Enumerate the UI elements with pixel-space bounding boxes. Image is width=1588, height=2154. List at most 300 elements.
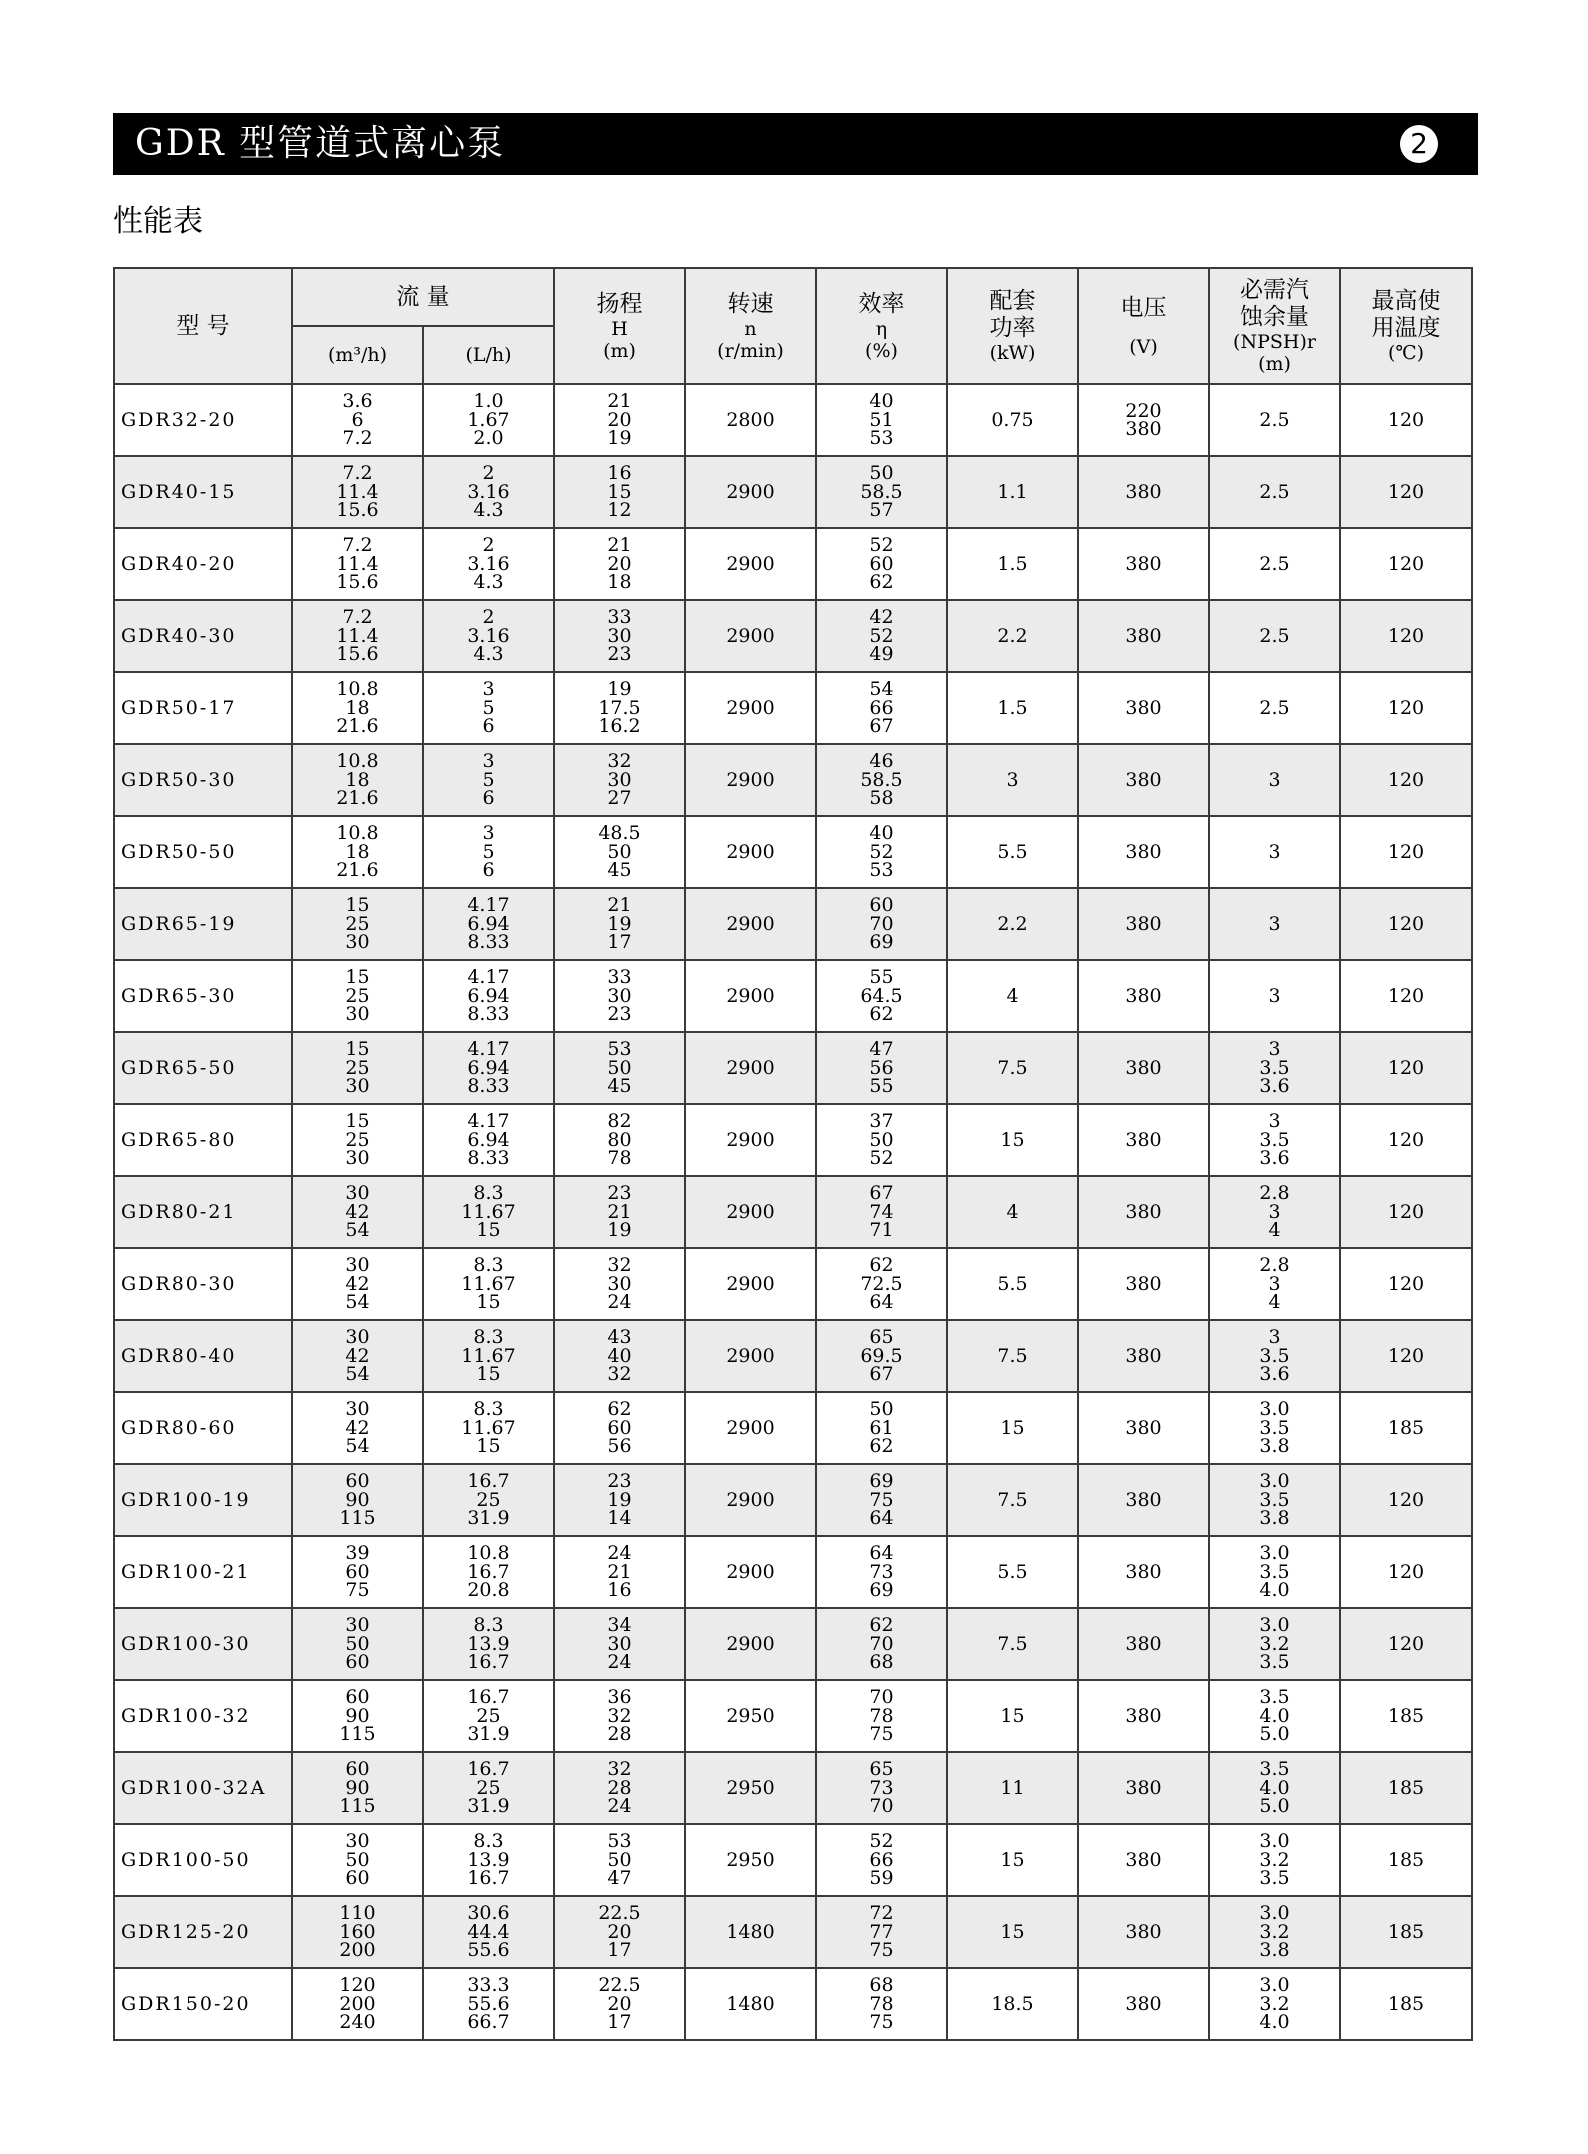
cell-value: 2 [482, 534, 495, 557]
cell-value: 2 [482, 462, 495, 485]
cell-model: GDR50-17 [114, 672, 292, 744]
cell-model: GDR65-80 [114, 1104, 292, 1176]
cell-npsh [1209, 600, 1340, 672]
cell-value: 71 [869, 1219, 894, 1242]
cell-power: 2.2 [947, 888, 1078, 960]
cell-value: 62 [869, 1254, 894, 1277]
cell-value: 15 [345, 1038, 370, 1061]
cell-value: 30 [607, 768, 632, 791]
cell-value: 24 [607, 1291, 632, 1314]
cell-value: 380 [1125, 1560, 1162, 1583]
cell-flow-lh [423, 1248, 554, 1320]
cell-value: 20.8 [467, 1579, 510, 1602]
cell-speed: 2900 [685, 960, 816, 1032]
cell-value: 3.8 [1259, 1939, 1290, 1962]
cell-value: 8.3 [473, 1830, 504, 1853]
cell-model: GDR150-20 [114, 1968, 292, 2040]
cell-power: 1.5 [947, 528, 1078, 600]
cell-flow-m3h [292, 1968, 423, 2040]
cell-value: 3.5 [1259, 1867, 1290, 1890]
cell-value: 15 [476, 1363, 501, 1386]
cell-voltage [1078, 1968, 1209, 2040]
col-efficiency-header: 效率 η (%) [816, 268, 947, 384]
col-voltage-header: 电压 (V) [1078, 268, 1209, 384]
cell-value: 21.6 [336, 715, 379, 738]
cell-value: 21.6 [336, 787, 379, 810]
cell-speed: 2800 [685, 384, 816, 456]
cell-value: 43 [607, 1326, 632, 1349]
cell-value: 3 [1268, 912, 1281, 935]
cell-value: 25 [345, 984, 370, 1007]
cell-value: 16.7 [467, 1470, 510, 1493]
cell-value: 62 [869, 1435, 894, 1458]
cell-head [554, 1896, 685, 1968]
cell-flow-m3h [292, 1176, 423, 1248]
cell-value: 3.2 [1259, 1632, 1290, 1655]
cell-value: 30.6 [467, 1902, 510, 1925]
cell-flow-lh [423, 888, 554, 960]
cell-value: 16.7 [467, 1867, 510, 1890]
cell-value: 72 [869, 1902, 894, 1925]
cell-npsh [1209, 528, 1340, 600]
cell-value: 6 [482, 715, 495, 738]
cell-value: 110 [339, 1902, 376, 1925]
cell-value: 23 [607, 1470, 632, 1493]
cell-value: 52 [869, 840, 894, 863]
cell-value: 380 [1125, 1344, 1162, 1367]
cell-value: 52 [869, 1830, 894, 1853]
cell-flow-m3h [292, 744, 423, 816]
cell-power: 15 [947, 1104, 1078, 1176]
cell-flow-lh [423, 1392, 554, 1464]
cell-flow-lh [423, 1536, 554, 1608]
cell-value: 380 [1125, 1776, 1162, 1799]
cell-value: 2.5 [1259, 552, 1290, 575]
cell-value: 53 [869, 859, 894, 882]
cell-head [554, 1248, 685, 1320]
cell-value: 4.0 [1259, 1579, 1290, 1602]
cell-efficiency [816, 1032, 947, 1104]
cell-efficiency [816, 1752, 947, 1824]
cell-head [554, 600, 685, 672]
cell-value: 15.6 [336, 643, 379, 666]
cell-head [554, 1824, 685, 1896]
cell-max-temperature: 120 [1340, 1248, 1472, 1320]
cell-power: 5.5 [947, 1536, 1078, 1608]
cell-value: 25 [476, 1776, 501, 1799]
cell-speed: 2900 [685, 888, 816, 960]
table-row [114, 816, 1472, 888]
cell-value: 30 [345, 1614, 370, 1637]
table-row [114, 1680, 1472, 1752]
cell-value: 3.2 [1259, 1920, 1290, 1943]
cell-npsh [1209, 1176, 1340, 1248]
cell-head [554, 528, 685, 600]
cell-flow-m3h [292, 1824, 423, 1896]
cell-npsh [1209, 1320, 1340, 1392]
cell-value: 69 [869, 1579, 894, 1602]
cell-max-temperature: 120 [1340, 672, 1472, 744]
table-body [114, 384, 1472, 2040]
col-npsh-header: 必需汽 蚀余量 (NPSH)r (m) [1209, 268, 1340, 384]
cell-model: GDR100-19 [114, 1464, 292, 1536]
cell-value: 4.0 [1259, 2011, 1290, 2034]
cell-value: 58.5 [860, 768, 903, 791]
cell-value: 90 [345, 1704, 370, 1727]
cell-power: 4 [947, 960, 1078, 1032]
cell-value: 24 [607, 1651, 632, 1674]
cell-value: 50 [869, 1128, 894, 1151]
cell-value: 30 [345, 931, 370, 954]
cell-value: 56 [607, 1435, 632, 1458]
cell-value: 60 [869, 894, 894, 917]
cell-value: 19 [607, 1219, 632, 1242]
cell-value: 66 [869, 1848, 894, 1871]
cell-value: 17 [607, 2011, 632, 2034]
cell-flow-lh [423, 1680, 554, 1752]
cell-value: 34 [607, 1614, 632, 1637]
cell-npsh [1209, 1968, 1340, 2040]
cell-value: 5.0 [1259, 1723, 1290, 1746]
cell-value: 20 [607, 1992, 632, 2015]
cell-speed: 2900 [685, 528, 816, 600]
cell-value: 3.5 [1259, 1488, 1290, 1511]
cell-model: GDR40-30 [114, 600, 292, 672]
cell-value: 19 [607, 678, 632, 701]
cell-value: 25 [476, 1704, 501, 1727]
cell-value: 17.5 [598, 696, 641, 719]
cell-value: 21.6 [336, 859, 379, 882]
cell-flow-lh [423, 1896, 554, 1968]
cell-head [554, 1032, 685, 1104]
cell-value: 70 [869, 1632, 894, 1655]
cell-value: 75 [869, 1723, 894, 1746]
cell-value: 75 [869, 1939, 894, 1962]
cell-value: 52 [869, 624, 894, 647]
cell-value: 2.5 [1259, 696, 1290, 719]
cell-max-temperature: 120 [1340, 1176, 1472, 1248]
cell-value: 30 [607, 1272, 632, 1295]
cell-value: 20 [607, 1920, 632, 1943]
cell-flow-lh [423, 456, 554, 528]
section-heading: 性能表 [113, 204, 203, 239]
cell-power: 7.5 [947, 1032, 1078, 1104]
cell-value: 380 [1125, 1992, 1162, 2015]
cell-power: 11 [947, 1752, 1078, 1824]
cell-voltage [1078, 1464, 1209, 1536]
cell-power: 7.5 [947, 1608, 1078, 1680]
cell-value: 16 [607, 462, 632, 485]
cell-value: 70 [869, 1686, 894, 1709]
cell-efficiency [816, 1536, 947, 1608]
cell-value: 53 [607, 1038, 632, 1061]
cell-efficiency [816, 816, 947, 888]
cell-value: 65 [869, 1758, 894, 1781]
cell-value: 21 [607, 1560, 632, 1583]
cell-efficiency [816, 960, 947, 1032]
cell-value: 18 [607, 571, 632, 594]
cell-flow-lh [423, 600, 554, 672]
cell-value: 78 [607, 1147, 632, 1170]
cell-value: 50 [607, 1848, 632, 1871]
cell-value: 13.9 [467, 1632, 510, 1655]
col-flow-m3h-header: (m³/h) [292, 326, 423, 384]
cell-power: 5.5 [947, 1248, 1078, 1320]
col-power-header: 配套 功率 (kW) [947, 268, 1078, 384]
cell-value: 3.5 [1259, 1560, 1290, 1583]
cell-value: 15 [345, 894, 370, 917]
cell-flow-lh [423, 1320, 554, 1392]
cell-value: 1.0 [473, 390, 504, 413]
cell-value: 3 [1268, 1200, 1281, 1223]
cell-value: 69.5 [860, 1344, 903, 1367]
cell-value: 3.8 [1259, 1435, 1290, 1458]
table-row [114, 1104, 1472, 1176]
cell-value: 4.17 [467, 966, 510, 989]
cell-flow-m3h [292, 1896, 423, 1968]
cell-speed: 2900 [685, 672, 816, 744]
cell-flow-m3h [292, 600, 423, 672]
cell-value: 4.17 [467, 1038, 510, 1061]
table-row [114, 1320, 1472, 1392]
cell-value: 3.16 [467, 480, 510, 503]
cell-value: 3.6 [1259, 1363, 1290, 1386]
cell-value: 54 [345, 1291, 370, 1314]
cell-value: 82 [607, 1110, 632, 1133]
cell-value: 120 [339, 1974, 376, 1997]
cell-value: 30 [345, 1075, 370, 1098]
cell-flow-m3h [292, 816, 423, 888]
cell-power: 2.2 [947, 600, 1078, 672]
cell-max-temperature: 185 [1340, 1824, 1472, 1896]
cell-head [554, 1968, 685, 2040]
cell-value: 5.0 [1259, 1795, 1290, 1818]
cell-head [554, 1320, 685, 1392]
table-row [114, 1392, 1472, 1464]
cell-value: 2.5 [1259, 480, 1290, 503]
cell-efficiency [816, 1392, 947, 1464]
cell-npsh [1209, 1104, 1340, 1176]
cell-value: 48.5 [598, 822, 641, 845]
cell-value: 58.5 [860, 480, 903, 503]
cell-value: 4.0 [1259, 1704, 1290, 1727]
cell-value: 20 [607, 408, 632, 431]
cell-value: 2.8 [1259, 1182, 1290, 1205]
cell-value: 75 [869, 1488, 894, 1511]
cell-value: 78 [869, 1992, 894, 2015]
cell-flow-m3h [292, 1248, 423, 1320]
cell-value: 15 [607, 480, 632, 503]
cell-value: 11.4 [336, 552, 379, 575]
table-row [114, 456, 1472, 528]
cell-value: 53 [869, 427, 894, 450]
cell-power: 3 [947, 744, 1078, 816]
cell-value: 16.7 [467, 1651, 510, 1674]
cell-npsh [1209, 816, 1340, 888]
cell-value: 75 [869, 2011, 894, 2034]
cell-value: 21 [607, 894, 632, 917]
cell-value: 36 [607, 1686, 632, 1709]
cell-efficiency [816, 1968, 947, 2040]
cell-value: 7.2 [342, 462, 373, 485]
cell-value: 8.33 [467, 1075, 510, 1098]
cell-flow-lh [423, 1752, 554, 1824]
cell-efficiency [816, 1320, 947, 1392]
cell-max-temperature: 120 [1340, 600, 1472, 672]
cell-npsh [1209, 1680, 1340, 1752]
cell-speed: 2900 [685, 1032, 816, 1104]
cell-value: 3.16 [467, 552, 510, 575]
cell-value: 380 [1125, 984, 1162, 1007]
cell-flow-m3h [292, 1608, 423, 1680]
cell-value: 16.7 [467, 1686, 510, 1709]
cell-value: 11.67 [461, 1200, 516, 1223]
cell-value: 33.3 [467, 1974, 510, 1997]
cell-max-temperature: 120 [1340, 384, 1472, 456]
cell-value: 22.5 [598, 1974, 641, 1997]
cell-value: 380 [1125, 1920, 1162, 1943]
cell-value: 115 [339, 1723, 376, 1746]
cell-value: 13.9 [467, 1848, 510, 1871]
cell-value: 12 [607, 499, 632, 522]
cell-power: 0.75 [947, 384, 1078, 456]
cell-value: 30 [345, 1254, 370, 1277]
cell-value: 73 [869, 1560, 894, 1583]
cell-value: 115 [339, 1507, 376, 1530]
cell-value: 3 [482, 822, 495, 845]
cell-flow-lh [423, 816, 554, 888]
cell-speed: 2900 [685, 1320, 816, 1392]
cell-voltage [1078, 1320, 1209, 1392]
cell-npsh [1209, 1752, 1340, 1824]
cell-max-temperature: 120 [1340, 1536, 1472, 1608]
cell-max-temperature: 120 [1340, 1032, 1472, 1104]
cell-value: 380 [1125, 552, 1162, 575]
cell-value: 55.6 [467, 1939, 510, 1962]
cell-npsh [1209, 960, 1340, 1032]
cell-value: 21 [607, 534, 632, 557]
cell-value: 11.4 [336, 624, 379, 647]
cell-npsh [1209, 672, 1340, 744]
cell-value: 60 [345, 1651, 370, 1674]
cell-value: 59 [869, 1867, 894, 1890]
cell-value: 27 [607, 787, 632, 810]
cell-value: 380 [1125, 1128, 1162, 1151]
cell-value: 4.3 [473, 571, 504, 594]
cell-value: 380 [1125, 1200, 1162, 1223]
cell-max-temperature: 120 [1340, 456, 1472, 528]
cell-head [554, 1752, 685, 1824]
cell-value: 3.2 [1259, 1848, 1290, 1871]
cell-flow-m3h [292, 960, 423, 1032]
cell-voltage [1078, 1608, 1209, 1680]
cell-value: 3 [1268, 984, 1281, 1007]
cell-npsh [1209, 744, 1340, 816]
cell-max-temperature: 120 [1340, 960, 1472, 1032]
cell-model: GDR100-32 [114, 1680, 292, 1752]
cell-max-temperature: 120 [1340, 1464, 1472, 1536]
cell-flow-m3h [292, 888, 423, 960]
cell-value: 61 [869, 1416, 894, 1439]
cell-value: 60 [345, 1470, 370, 1493]
cell-speed: 1480 [685, 1896, 816, 1968]
cell-voltage [1078, 1680, 1209, 1752]
cell-value: 380 [1125, 418, 1162, 440]
cell-value: 31.9 [467, 1507, 510, 1530]
table-row [114, 1968, 1472, 2040]
cell-power: 1.5 [947, 672, 1078, 744]
cell-value: 47 [869, 1038, 894, 1061]
cell-value: 4 [1268, 1291, 1281, 1314]
cell-value: 55.6 [467, 1992, 510, 2015]
cell-value: 50 [345, 1632, 370, 1655]
cell-value: 15 [476, 1291, 501, 1314]
cell-value: 10.8 [336, 750, 379, 773]
cell-flow-lh [423, 1176, 554, 1248]
cell-value: 28 [607, 1776, 632, 1799]
cell-head [554, 672, 685, 744]
cell-voltage [1078, 1104, 1209, 1176]
cell-value: 40 [607, 1344, 632, 1367]
cell-model: GDR80-60 [114, 1392, 292, 1464]
cell-model: GDR65-30 [114, 960, 292, 1032]
cell-head [554, 888, 685, 960]
cell-efficiency [816, 1896, 947, 1968]
cell-value: 220 [1125, 399, 1162, 422]
cell-value: 5 [482, 840, 495, 863]
cell-value: 5 [482, 696, 495, 719]
cell-value: 32 [607, 1758, 632, 1781]
cell-value: 3.0 [1259, 1398, 1290, 1421]
cell-value: 17 [607, 931, 632, 954]
title-bar [113, 113, 1478, 175]
cell-value: 3.0 [1259, 1542, 1290, 1565]
cell-value: 6 [482, 859, 495, 882]
cell-value: 380 [1125, 1416, 1162, 1439]
cell-value: 15 [476, 1219, 501, 1242]
cell-value: 18 [345, 768, 370, 791]
col-head-header: 扬程 H (m) [554, 268, 685, 384]
cell-flow-m3h [292, 1392, 423, 1464]
cell-value: 62 [869, 1003, 894, 1026]
page-number-badge: 2 [1400, 125, 1438, 163]
cell-value: 3.0 [1259, 1974, 1290, 1997]
cell-value: 14 [607, 1507, 632, 1530]
cell-value: 22.5 [598, 1902, 641, 1925]
cell-value: 380 [1125, 1272, 1162, 1295]
cell-value: 60 [345, 1867, 370, 1890]
cell-max-temperature: 120 [1340, 1104, 1472, 1176]
cell-value: 3 [1268, 1272, 1281, 1295]
cell-max-temperature: 120 [1340, 528, 1472, 600]
cell-value: 62 [607, 1398, 632, 1421]
cell-value: 8.33 [467, 1147, 510, 1170]
cell-value: 3.16 [467, 624, 510, 647]
cell-npsh [1209, 1536, 1340, 1608]
cell-value: 30 [345, 1003, 370, 1026]
cell-voltage [1078, 816, 1209, 888]
cell-value: 68 [869, 1651, 894, 1674]
cell-value: 21 [607, 1200, 632, 1223]
cell-value: 66.7 [467, 2011, 510, 2034]
cell-voltage [1078, 600, 1209, 672]
cell-power: 4 [947, 1176, 1078, 1248]
cell-value: 3 [1268, 1038, 1281, 1061]
cell-value: 2 [482, 606, 495, 629]
cell-value: 16.7 [467, 1758, 510, 1781]
cell-model: GDR80-21 [114, 1176, 292, 1248]
cell-value: 80 [607, 1128, 632, 1151]
